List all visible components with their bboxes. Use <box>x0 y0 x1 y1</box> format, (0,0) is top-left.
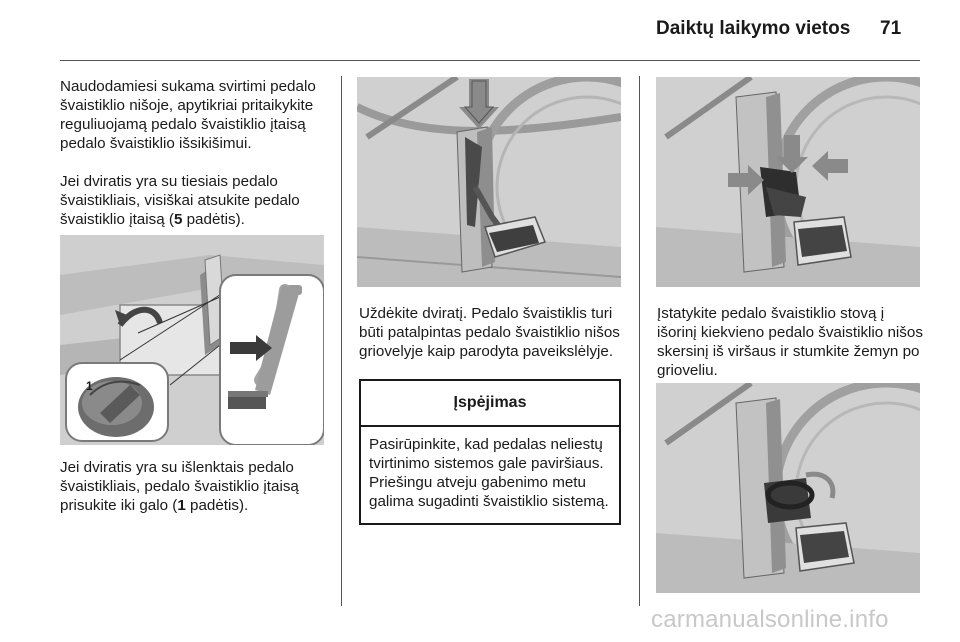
warning-box <box>359 379 621 525</box>
watermark: carmanualsonline.info <box>651 606 889 633</box>
figure-crank-stand-seated <box>656 383 920 593</box>
page-header <box>0 18 960 48</box>
header-rule <box>60 60 920 61</box>
figure-bike-placement <box>357 77 621 287</box>
figure-crank-stand-insert <box>656 77 920 287</box>
column-divider-2 <box>639 76 640 606</box>
col1-paragraph-1: Naudodamiesi sukama svirtimi pedalo švaistiklio nišoje, apytikriai pritaikykite reguliuojamą pedalo švaistiklio įtaisą pedalo švaistiklio išsikišimui. <box>60 78 316 152</box>
page-title: Daiktų laikymo vietos <box>656 18 851 39</box>
col1-paragraph-3: Jei dviratis yra su išlenktais pedalo švaistikliais, pedalo švaistiklio įtaisą prisukite iki galo (1 padėtis). <box>60 459 299 514</box>
col1-paragraph-2: Jei dviratis yra su tiesiais pedalo švaistikliais, visiškai atsukite pedalo švaistiklio įtaisą (5 padėtis). <box>60 173 300 228</box>
warning-text: Pasirūpinkite, kad pedalas neliestų tvirtinimo sistemos gale paviršiaus. Priešingu atveju gabenimo metu galima sugadinti švaistiklio sistemą. <box>369 436 609 510</box>
column-divider-1 <box>341 76 342 606</box>
page-number: 71 <box>880 18 902 39</box>
col2-paragraph-1: Uždėkite dviratį. Pedalo švaistiklis turi būti patalpintas pedalo švaistiklio nišos griovelyje kaip parodyta paveikslėlyje. <box>359 305 620 360</box>
warning-title: Įspėjimas <box>361 381 619 427</box>
figure-position-label: 1 <box>86 379 93 393</box>
figure-crank-adjuster <box>60 235 324 445</box>
col3-paragraph-1: Įstatykite pedalo švaistiklio stovą į išorinį kiekvieno pedalo švaistiklio nišos skersinį iš viršaus ir stumkite žemyn po grioveliu. <box>657 305 923 379</box>
